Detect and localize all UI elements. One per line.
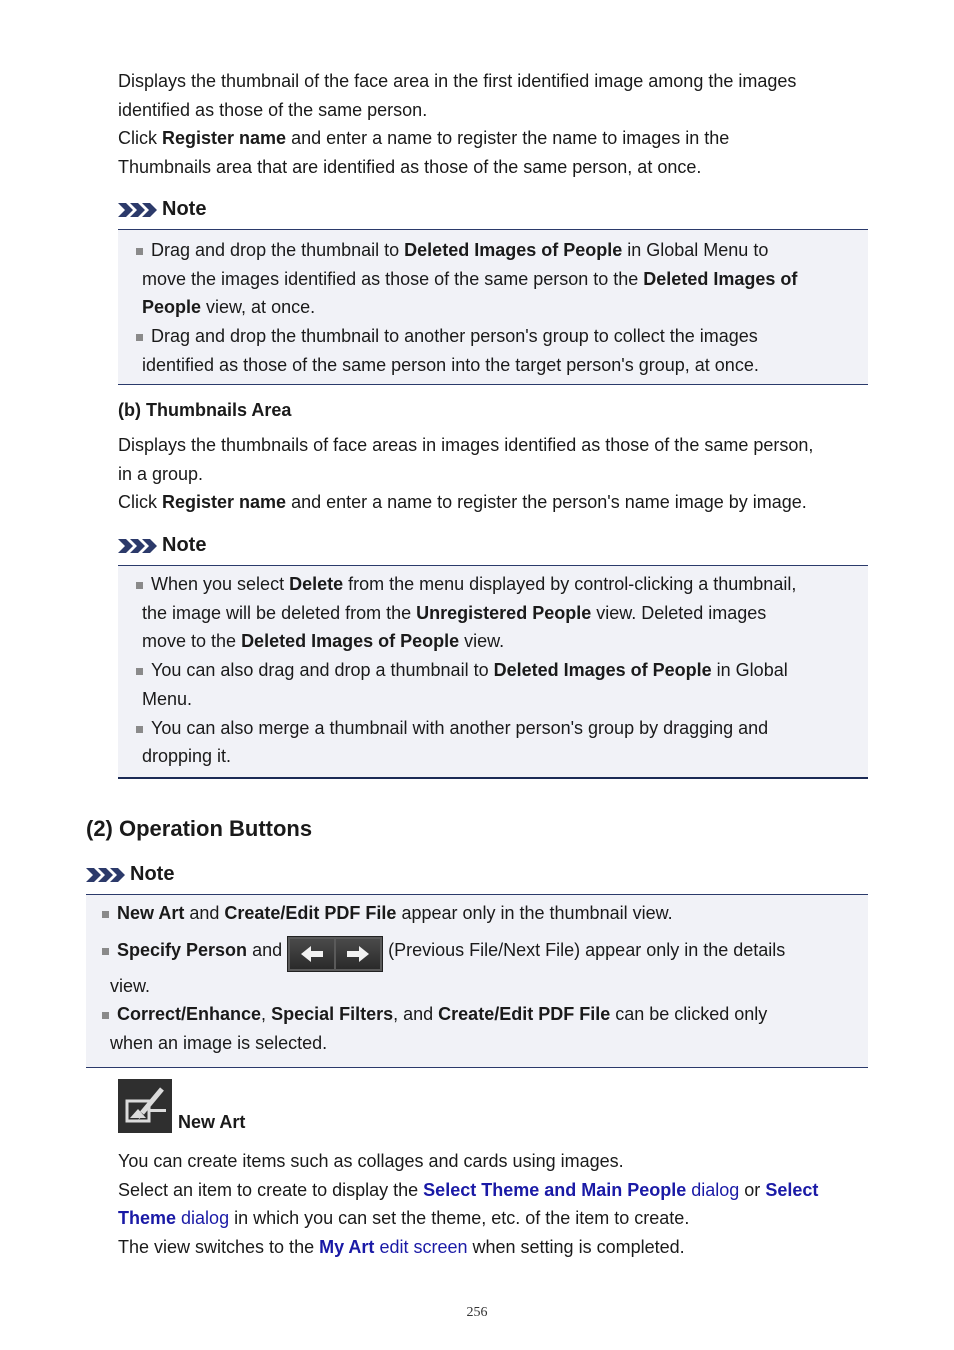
select-theme-link-part1[interactable]: Select	[765, 1179, 819, 1200]
operation-buttons-heading: (2) Operation Buttons	[86, 816, 313, 841]
bullet-icon	[102, 911, 109, 918]
note-item: Specify Person and (Previous File/Next File) appear only in the details	[102, 936, 862, 972]
note-heading: Note	[86, 863, 174, 886]
thumbnails-area-heading: (b) Thumbnails Area	[118, 400, 292, 420]
note-item: Correct/Enhance, Special Filters, and Create/Edit PDF File can be clicked only	[102, 1000, 862, 1029]
new-art-icon	[118, 1079, 172, 1133]
intro-paragraph: Displays the thumbnail of the face area in the first identified image among the images identified as those of the same person. Click Register name and enter a name to register the name to images in the Thumbnails area that are identified as those of the same person, at once.	[118, 71, 797, 178]
note-heading: Note	[118, 198, 206, 221]
select-theme-main-people-link[interactable]: Select Theme and Main People dialog	[423, 1179, 740, 1200]
new-art-description: You can create items such as collages and cards using images. Select an item to create to display the Select Theme and Main People dialog or Select Theme dialog in which you can set the theme, etc. of the item to create. The view switches to the My Art edit screen when setting is completed.	[118, 1151, 819, 1258]
note-box-3: New Art and Create/Edit PDF File appear only in the thumbnail view. Specify Person and (Previous File/Next File) appear only in the details view. Correct/Enhance, Special Filters, and Create/Edit PDF File can be clicked only when an image is selected.	[86, 894, 868, 1068]
select-theme-link-part2[interactable]: Theme dialog	[118, 1208, 230, 1229]
bullet-icon	[136, 668, 143, 675]
page-number: 256	[466, 1305, 488, 1320]
thumbnails-area-paragraph: Displays the thumbnails of face areas in images identified as those of the same person, in a group. Click Register name and enter a name to register the person's name image by image.	[118, 435, 814, 513]
next-file-arrow-icon	[336, 939, 380, 969]
note-arrows-icon	[86, 866, 126, 884]
note-heading: Note	[118, 534, 206, 557]
previous-next-file-buttons	[287, 936, 383, 972]
bullet-icon	[136, 582, 143, 589]
bullet-icon	[136, 248, 143, 255]
previous-file-arrow-icon	[290, 939, 334, 969]
bullet-icon	[136, 334, 143, 341]
note-item: Drag and drop the thumbnail to another person's group to collect the images	[136, 322, 856, 351]
note-item: You can also merge a thumbnail with another person's group by dragging and	[136, 714, 861, 743]
note-item: You can also drag and drop a thumbnail to Deleted Images of People in Global	[136, 656, 861, 685]
bullet-icon	[102, 948, 109, 955]
my-art-edit-screen-link[interactable]: My Art edit screen	[319, 1237, 468, 1258]
note-item: When you select Delete from the menu displayed by control-clicking a thumbnail,	[136, 570, 861, 599]
note-arrows-icon	[118, 201, 158, 219]
note-box-2: When you select Delete from the menu displayed by control-clicking a thumbnail, the image will be deleted from the Unregistered People view. Deleted images move to the Deleted Images of People view. You can also drag and drop a thumbnail to Deleted Images of People in Global Menu. You can also merge a thumbnail with another person's group by dragging and dropping it.	[118, 565, 868, 779]
note-item: New Art and Create/Edit PDF File appear only in the thumbnail view.	[102, 899, 862, 928]
bullet-icon	[102, 1012, 109, 1019]
note-item: Drag and drop the thumbnail to Deleted Images of People in Global Menu to	[136, 236, 856, 265]
bullet-icon	[136, 726, 143, 733]
new-art-heading: New Art	[118, 1079, 245, 1133]
note-arrows-icon	[118, 537, 158, 555]
note-box-1: Drag and drop the thumbnail to Deleted Images of People in Global Menu to move the images identified as those of the same person to the Deleted Images of People view, at once. Drag and drop the thumbnail to another person's group to collect the images identified as those of the same person into the target person's group, at once.	[118, 229, 868, 385]
